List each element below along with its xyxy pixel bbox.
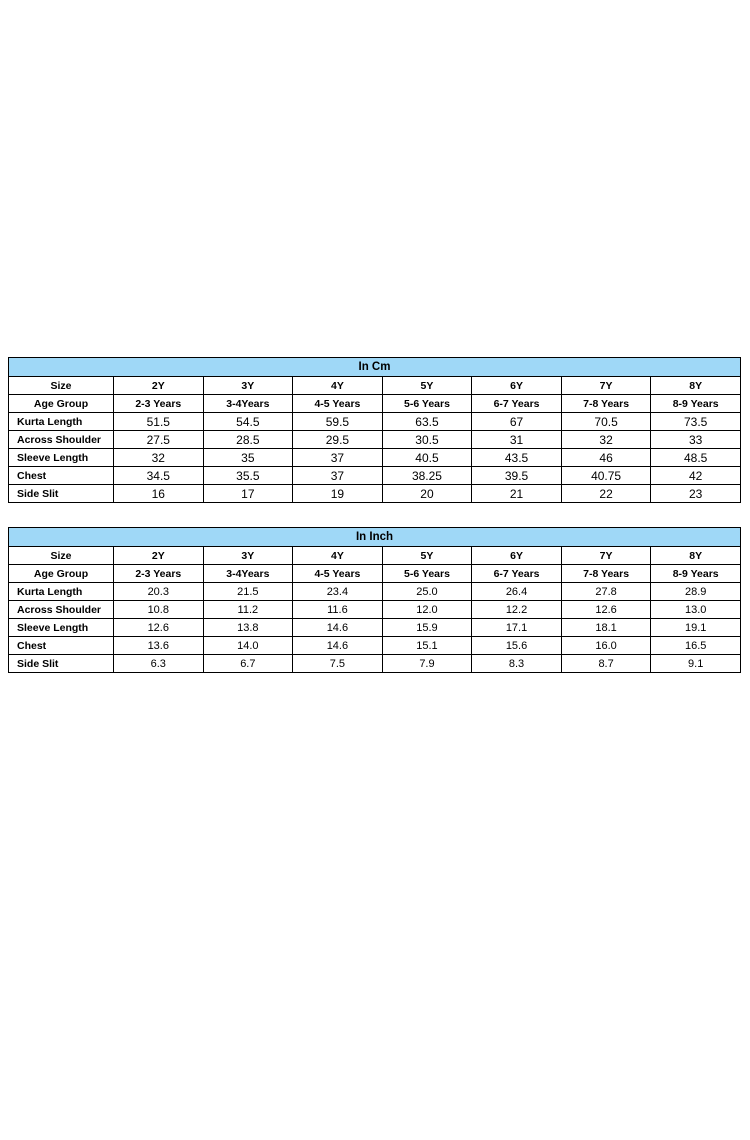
table-cell: 14.6 [293,619,383,637]
table-cell: 20 [382,485,472,503]
table-cell: 6-7 Years [472,565,562,583]
table-cell: 6-7 Years [472,395,562,413]
table-cell: 10.8 [114,601,204,619]
row-label: Age Group [9,395,114,413]
table-row [9,619,741,637]
table-cell: 6Y [472,547,562,565]
table-cell: 37 [293,467,383,485]
table-cell: 8-9 Years [651,395,741,413]
table-cell: 54.5 [203,413,293,431]
row-label: Side Slit [9,655,114,673]
table-cell: 13.6 [114,637,204,655]
table-row [9,547,741,565]
table-row [9,583,741,601]
table-row [9,395,741,413]
table-cell: 40.75 [561,467,651,485]
row-label: Age Group [9,565,114,583]
table-cell: 7Y [561,547,651,565]
table-row [9,655,741,673]
table-cell: 42 [651,467,741,485]
table-row [9,413,741,431]
table-cell: 32 [114,449,204,467]
table-cell: 2-3 Years [114,395,204,413]
row-label: Kurta Length [9,583,114,601]
table-row [9,565,741,583]
table-cell: 73.5 [651,413,741,431]
table-cell: 4-5 Years [293,395,383,413]
table-cell: 5Y [382,547,472,565]
table-row [9,449,741,467]
table-cell: 46 [561,449,651,467]
table-cell: 3Y [203,547,293,565]
table-cell: 4Y [293,547,383,565]
table-cell: 51.5 [114,413,204,431]
table-cell: 30.5 [382,431,472,449]
table-cell: 3Y [203,377,293,395]
table-body [9,377,741,503]
table-cell: 16 [114,485,204,503]
table-cell: 6Y [472,377,562,395]
table-cell: 13.8 [203,619,293,637]
table-body [9,547,741,673]
table-cell: 14.0 [203,637,293,655]
table-cell: 29.5 [293,431,383,449]
table-cell: 18.1 [561,619,651,637]
table-cell: 43.5 [472,449,562,467]
table-cell: 7Y [561,377,651,395]
table-row [9,485,741,503]
table-cell: 8Y [651,547,741,565]
table-cell: 3-4Years [203,565,293,583]
row-label: Sleeve Length [9,449,114,467]
table-row [9,431,741,449]
table-cell: 39.5 [472,467,562,485]
table-cell: 2-3 Years [114,565,204,583]
table-cell: 40.5 [382,449,472,467]
table-cell: 7-8 Years [561,395,651,413]
table-cell: 59.5 [293,413,383,431]
table-cell: 27.5 [114,431,204,449]
table-cell: 2Y [114,377,204,395]
table-cell: 4Y [293,377,383,395]
table-cell: 15.1 [382,637,472,655]
table-cell: 15.6 [472,637,562,655]
table-cell: 20.3 [114,583,204,601]
table-cell: 14.6 [293,637,383,655]
table-cell: 8Y [651,377,741,395]
row-label: Chest [9,637,114,655]
table-row [9,377,741,395]
table-cell: 2Y [114,547,204,565]
table-cell: 11.2 [203,601,293,619]
table-cell: 37 [293,449,383,467]
table-cell: 31 [472,431,562,449]
table-cell: 23 [651,485,741,503]
table-cell: 5Y [382,377,472,395]
table-cell: 17 [203,485,293,503]
table-cell: 35 [203,449,293,467]
table-cell: 12.2 [472,601,562,619]
row-label: Side Slit [9,485,114,503]
table-cell: 16.0 [561,637,651,655]
table-cell: 8.7 [561,655,651,673]
table-cell: 67 [472,413,562,431]
table-cell: 9.1 [651,655,741,673]
table-cell: 17.1 [472,619,562,637]
row-label: Across Shoulder [9,431,114,449]
table-cell: 7.5 [293,655,383,673]
table-cell: 48.5 [651,449,741,467]
table-cell: 23.4 [293,583,383,601]
table-cell: 32 [561,431,651,449]
table-cell: 28.9 [651,583,741,601]
table-cell: 21.5 [203,583,293,601]
table-cell: 38.25 [382,467,472,485]
table-row [9,637,741,655]
table-cell: 19 [293,485,383,503]
table-cell: 12.6 [561,601,651,619]
table-cell: 15.9 [382,619,472,637]
table-cell: 16.5 [651,637,741,655]
table-cell: 70.5 [561,413,651,431]
table-cell: 25.0 [382,583,472,601]
table-cell: 35.5 [203,467,293,485]
table-cell: 13.0 [651,601,741,619]
table-row [9,601,741,619]
row-label: Kurta Length [9,413,114,431]
table-cell: 28.5 [203,431,293,449]
table-cell: 12.0 [382,601,472,619]
table-cell: 34.5 [114,467,204,485]
table-cell: 22 [561,485,651,503]
row-label: Sleeve Length [9,619,114,637]
table-cell: 7-8 Years [561,565,651,583]
table-cell: 12.6 [114,619,204,637]
table-cell: 33 [651,431,741,449]
table-row [9,467,741,485]
table-cell: 6.3 [114,655,204,673]
row-label: Chest [9,467,114,485]
table-cell: 21 [472,485,562,503]
table-title: In Cm [9,358,741,377]
table-cell: 19.1 [651,619,741,637]
table-cell: 5-6 Years [382,395,472,413]
row-label: Across Shoulder [9,601,114,619]
size-chart-cm-table [8,357,741,503]
table-title: In Inch [9,528,741,547]
row-label: Size [9,547,114,565]
table-cell: 8-9 Years [651,565,741,583]
table-cell: 11.6 [293,601,383,619]
table-cell: 63.5 [382,413,472,431]
table-cell: 3-4Years [203,395,293,413]
size-chart-inch-table [8,527,741,673]
table-cell: 8.3 [472,655,562,673]
table-cell: 4-5 Years [293,565,383,583]
row-label: Size [9,377,114,395]
table-cell: 27.8 [561,583,651,601]
table-cell: 5-6 Years [382,565,472,583]
table-cell: 26.4 [472,583,562,601]
table-cell: 7.9 [382,655,472,673]
table-cell: 6.7 [203,655,293,673]
